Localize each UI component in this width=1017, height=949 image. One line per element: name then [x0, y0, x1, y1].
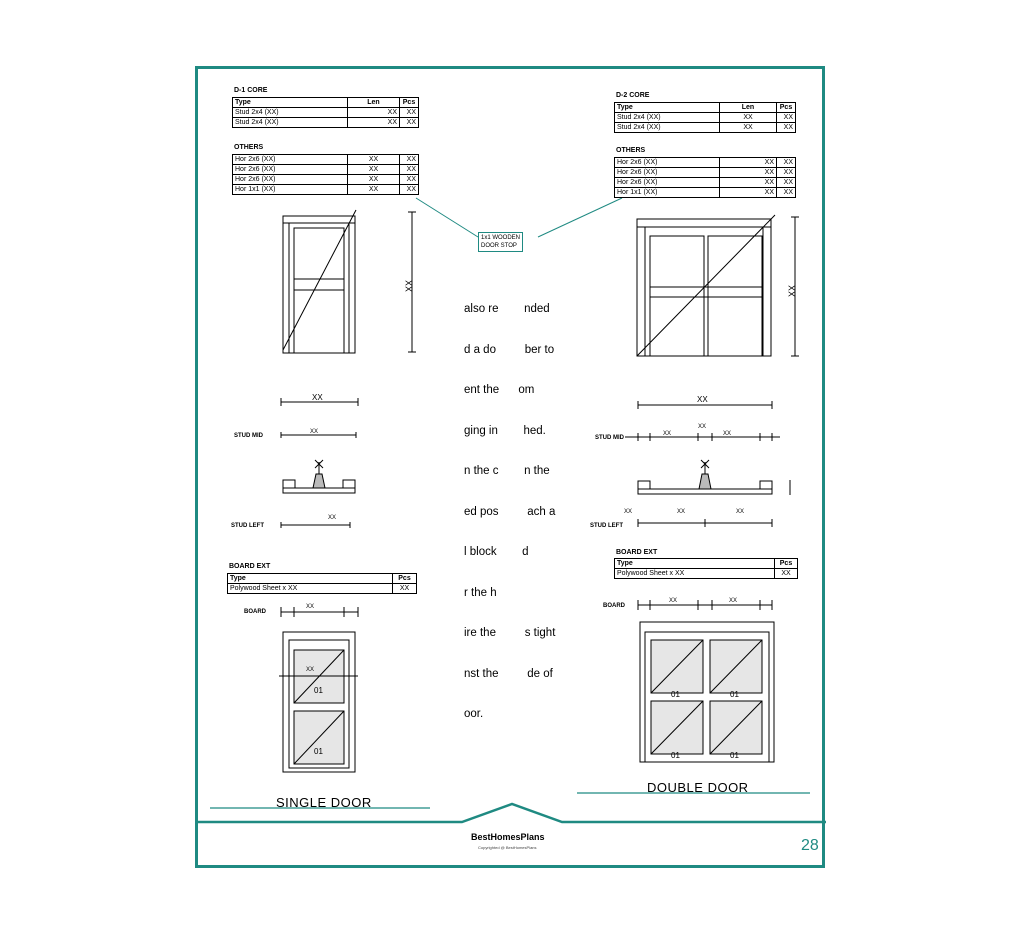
d1-height-label: XX [404, 279, 415, 293]
d2-board-dim [638, 600, 772, 610]
d2-stud-left-value-1: XX [624, 509, 633, 515]
d1-board-label: BOARD [244, 609, 266, 615]
d1-board-ext-title: BOARD EXT [229, 563, 271, 570]
d2-stud-left-value-2: XX [677, 509, 686, 515]
d2-stud-left-dim [638, 519, 772, 527]
door-stop-callout: 1x1 WOODEN DOOR STOP [478, 232, 523, 252]
d1-caption: SINGLE DOOR [276, 795, 372, 810]
table-row: Hor 2x6 (XX) XX XX [233, 165, 419, 175]
brand-name: BestHomesPlans [471, 832, 545, 842]
d2-others-title: OTHERS [616, 147, 646, 154]
page-number: 28 [801, 837, 819, 854]
d2-panel-label-4: 01 [730, 751, 739, 760]
table-row: Hor 2x6 (XX) XX XX [233, 155, 419, 165]
d2-panel-label-3: 01 [671, 751, 680, 760]
d2-stud-mid-label: STUD MID [595, 435, 624, 441]
table-row: Hor 2x6 (XX) XX XX [233, 175, 419, 185]
d1-panel-top-label: 01 [314, 686, 323, 695]
table-row: Stud 2x4 (XX) XX XX [615, 123, 796, 133]
d2-stud-mid-dim [625, 433, 780, 441]
d1-board-table: Type Pcs Polywood Sheet x XX XX [227, 573, 417, 594]
d1-others-table [232, 154, 419, 195]
table-row: Hor 2x6 (XX) XX XX [615, 178, 796, 188]
d1-stud-left-dim [281, 522, 350, 528]
copyright-text: Copyrighted @ BestHomesPlans [478, 845, 537, 850]
d2-stud-mid-value-3: XX [723, 431, 732, 437]
d1-panel-bottom-label: 01 [314, 747, 323, 756]
d2-board-value-1: XX [669, 598, 678, 604]
d2-stud-mid-value-2: XX [698, 424, 707, 430]
partial-note-text: also re nded d a do ber to ent the om ging in hed. n the c n the ed pos ach a l block d r the h ire the s tight nst the de of oor. [464, 303, 556, 720]
d2-panel-label-2: 01 [730, 690, 739, 699]
d1-board-value: XX [306, 604, 315, 610]
table-row: Hor 1x1 (XX) XX XX [615, 188, 796, 198]
d2-caption: DOUBLE DOOR [647, 780, 749, 795]
d1-others-title: OTHERS [234, 144, 264, 151]
d1-stud-mid-dim [281, 432, 356, 438]
table-row: Stud 2x4 (XX) XX XX [233, 118, 419, 128]
d2-section [638, 460, 790, 495]
d2-board-value-2: XX [729, 598, 738, 604]
table-row: Polywood Sheet x XX XX [228, 584, 417, 594]
d1-door-frame [283, 210, 356, 353]
d1-core-title: D-1 CORE [234, 87, 268, 94]
d2-board-ext-title: BOARD EXT [616, 549, 658, 556]
table-row: Stud 2x4 (XX) XX XX [233, 108, 419, 118]
d2-board-table: Type Pcs Polywood Sheet x XX XX [614, 558, 798, 579]
d1-core-table: Type Len Pcs Stud 2x4 (XX) XX XX Stud 2x4 (XX) XX XX [232, 97, 419, 128]
table-row: Hor 2x6 (XX) XX XX [615, 168, 796, 178]
d1-width-label: XX [312, 393, 323, 402]
d1-stud-left-value: XX [328, 515, 337, 521]
d1-stud-mid-value: XX [310, 429, 319, 435]
d2-core-table: Type Len Pcs Stud 2x4 (XX) XX XX Stud 2x4 (XX) XX XX [614, 102, 796, 133]
table-row: Hor 2x6 (XX) XX XX [615, 158, 796, 168]
d2-width-label: XX [697, 395, 708, 404]
d2-stud-left-label: STUD LEFT [590, 523, 623, 529]
d1-stud-left-label: STUD LEFT [231, 523, 264, 529]
d2-stud-mid-value-1: XX [663, 431, 672, 437]
table-row: Stud 2x4 (XX) XX XX [615, 113, 796, 123]
table-row: Polywood Sheet x XX XX [615, 569, 798, 579]
d1-board-panel-dim: XX [306, 667, 315, 673]
table-row: Hor 1x1 (XX) XX XX [233, 185, 419, 195]
d2-board-label: BOARD [603, 603, 625, 609]
d1-stud-mid-label: STUD MID [234, 433, 263, 439]
d2-board-elevation [640, 622, 774, 762]
d1-section [283, 460, 355, 493]
d2-door-frame [637, 215, 775, 356]
d2-core-title: D-2 CORE [616, 92, 650, 99]
d1-board-dim [281, 607, 358, 617]
d2-others-table [614, 157, 796, 198]
d2-stud-left-value-3: XX [736, 509, 745, 515]
d2-height-label: XX [787, 284, 798, 298]
d2-panel-label-1: 01 [671, 690, 680, 699]
